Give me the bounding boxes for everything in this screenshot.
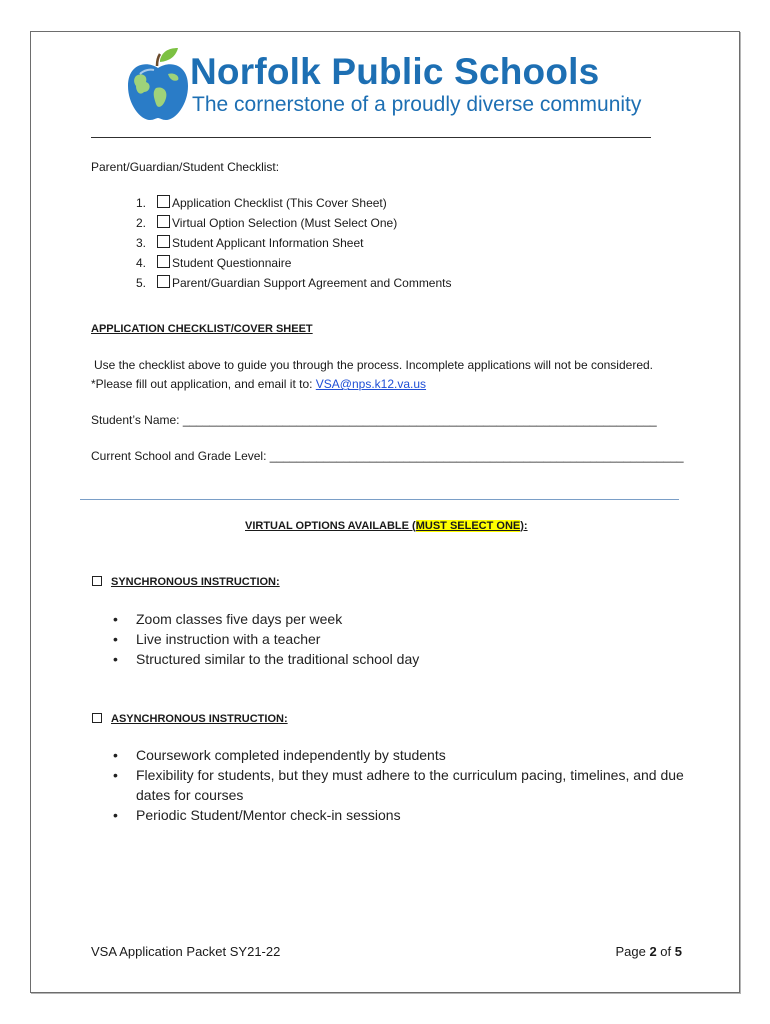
list-item: • Zoom classes five days per week xyxy=(113,611,343,627)
asynchronous-checkbox[interactable] xyxy=(92,713,102,723)
student-name-label: Student’s Name: xyxy=(91,413,183,427)
checklist-item-label: Virtual Option Selection (Must Select One) xyxy=(172,216,398,230)
checklist-item-number: 1. xyxy=(136,196,147,210)
checklist-heading: Parent/Guardian/Student Checklist: xyxy=(91,160,280,174)
checklist-item-label: Student Questionnaire xyxy=(172,256,292,270)
norfolk-public-schools-logo xyxy=(126,46,656,126)
school-grade-field xyxy=(91,448,684,464)
apple-globe-icon xyxy=(126,46,190,122)
virtual-heading-prefix: VIRTUAL OPTIONS AVAILABLE ( xyxy=(245,520,416,532)
logo-tagline: The cornerstone of a proudly diverse community xyxy=(192,93,642,116)
checklist-item-number: 2. xyxy=(136,216,147,230)
asynchronous-bullets xyxy=(113,745,693,825)
list-item: • Flexibility for students, but they must adhere to the curriculum pacing, timelines, and due dates for courses xyxy=(113,767,684,803)
footer-packet-label: VSA Application Packet SY21-22 xyxy=(91,944,281,959)
cover-instruction: Use the checklist above to guide you through the process. Incomplete applications will not be considered. xyxy=(94,358,653,372)
checkbox[interactable] xyxy=(157,275,170,288)
synchronous-checkbox[interactable] xyxy=(92,576,102,586)
checklist-item-number: 5. xyxy=(136,276,147,290)
list-item: • Structured similar to the traditional school day xyxy=(113,651,420,667)
list-item: • Periodic Student/Mentor check-in sessions xyxy=(113,807,401,823)
checklist-item-label: Application Checklist (This Cover Sheet) xyxy=(172,196,387,210)
page-number xyxy=(615,944,682,960)
checklist-item-number: 4. xyxy=(136,256,147,270)
page-current: 2 xyxy=(649,944,657,959)
synchronous-title: SYNCHRONOUS INSTRUCTION: xyxy=(111,576,280,588)
email-prefix: *Please fill out application, and email it to: xyxy=(91,377,316,391)
student-name-input-line[interactable]: _______________________________________________________________________ xyxy=(182,413,657,427)
checklist-item-number: 3. xyxy=(136,236,147,250)
checkbox[interactable] xyxy=(157,235,170,248)
school-grade-input-line[interactable]: ______________________________________________________________ xyxy=(269,449,684,463)
virtual-heading-suffix: ): xyxy=(520,520,528,532)
cover-sheet-heading: APPLICATION CHECKLIST/COVER SHEET xyxy=(91,323,313,335)
logo-school-name: Norfolk Public Schools xyxy=(190,51,600,92)
asynchronous-title: ASYNCHRONOUS INSTRUCTION: xyxy=(111,713,288,725)
section-divider xyxy=(80,499,679,500)
page-total: 5 xyxy=(674,944,682,959)
page-border xyxy=(30,31,740,993)
email-instruction xyxy=(91,376,426,392)
checkbox[interactable] xyxy=(157,255,170,268)
header-divider xyxy=(91,137,651,138)
checklist-item-label: Student Applicant Information Sheet xyxy=(172,236,364,250)
checkbox[interactable] xyxy=(157,215,170,228)
list-item: • Live instruction with a teacher xyxy=(113,631,321,647)
must-select-one-highlight: MUST SELECT ONE xyxy=(415,520,521,532)
student-name-field xyxy=(91,412,657,428)
school-grade-label: Current School and Grade Level: xyxy=(91,449,270,463)
synchronous-bullets xyxy=(113,609,673,669)
page-word: Page xyxy=(615,944,650,959)
page-of: of xyxy=(656,944,675,959)
email-link[interactable]: VSA@nps.k12.va.us xyxy=(315,377,427,391)
list-item: • Coursework completed independently by students xyxy=(113,747,446,763)
checklist-item-label: Parent/Guardian Support Agreement and Comments xyxy=(172,276,452,290)
virtual-options-heading xyxy=(245,518,528,534)
checkbox[interactable] xyxy=(157,195,170,208)
